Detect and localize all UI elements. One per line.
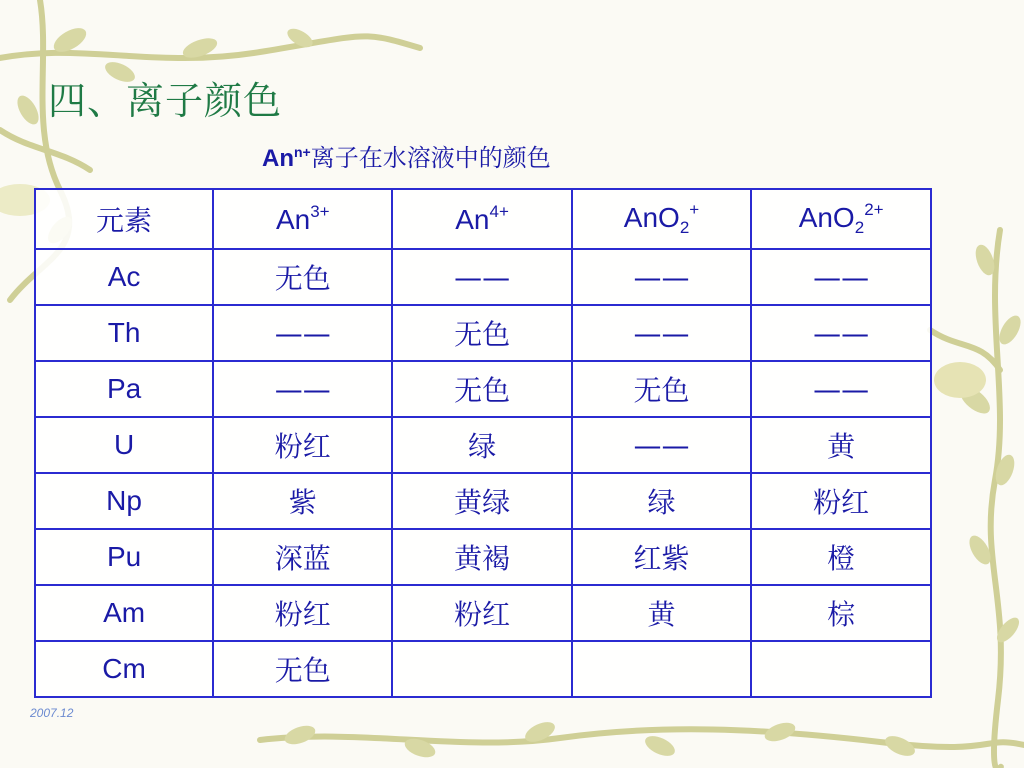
cell-ano2-2 xyxy=(751,641,931,697)
row-element: Am xyxy=(35,585,213,641)
cell-ano2-2: 棕 xyxy=(751,585,931,641)
cell-ano2-2: —— xyxy=(751,249,931,305)
cell-ano2 xyxy=(572,641,752,697)
slide-title: 四、离子颜色 xyxy=(48,79,283,123)
cell-an4: 绿 xyxy=(392,417,571,473)
cell-an4: 黄绿 xyxy=(392,473,571,529)
table-row xyxy=(35,361,931,417)
cell-an4: 无色 xyxy=(392,305,571,361)
table-row xyxy=(35,585,931,641)
cell-ano2: —— xyxy=(572,417,752,473)
header-ano2 xyxy=(572,189,752,249)
cell-an3: 深蓝 xyxy=(213,529,392,585)
cell-an3: —— xyxy=(213,361,392,417)
header-element: 元素 xyxy=(35,189,213,249)
cell-an3: —— xyxy=(213,305,392,361)
header-an3 xyxy=(213,189,392,249)
cell-an4: 粉红 xyxy=(392,585,571,641)
header-an3-base: An xyxy=(275,204,311,235)
row-element: Th xyxy=(35,305,213,361)
cell-ano2: 红紫 xyxy=(572,529,752,585)
header-an4-sup: 4+ xyxy=(489,202,509,221)
header-an4-base: An xyxy=(455,204,490,235)
row-element: Np xyxy=(35,473,213,529)
header-ano2-2 xyxy=(751,189,931,249)
header-ano2-sub: 2 xyxy=(679,218,690,237)
header-ano2-base: AnO xyxy=(623,202,680,233)
cell-ano2: 无色 xyxy=(572,361,752,417)
row-element: U xyxy=(35,417,213,473)
cell-ano2: 绿 xyxy=(572,473,752,529)
row-element: Cm xyxy=(35,641,213,697)
cell-ano2: —— xyxy=(572,249,752,305)
header-an3-sup: 3+ xyxy=(310,202,330,221)
caption-superscript: n+ xyxy=(294,144,311,160)
row-element: Pa xyxy=(35,361,213,417)
cell-ano2: 黄 xyxy=(572,585,752,641)
caption-prefix: An xyxy=(262,145,294,172)
table-row xyxy=(35,529,931,585)
cell-ano2-2: 粉红 xyxy=(751,473,931,529)
cell-an3: 无色 xyxy=(213,641,392,697)
header-ano2-2-base: AnO xyxy=(798,202,855,233)
row-element: Ac xyxy=(35,249,213,305)
cell-ano2-2: —— xyxy=(751,305,931,361)
cell-an3: 紫 xyxy=(213,473,392,529)
table-row xyxy=(35,249,931,305)
ion-color-table xyxy=(34,188,932,698)
slide-date: 2007.12 xyxy=(30,706,74,720)
cell-an3: 粉红 xyxy=(213,417,392,473)
cell-ano2-2: —— xyxy=(751,361,931,417)
cell-an4: —— xyxy=(392,249,571,305)
table-caption xyxy=(262,138,551,173)
cell-ano2-2: 黄 xyxy=(751,417,931,473)
table-row xyxy=(35,473,931,529)
header-ano2-sup: + xyxy=(689,200,700,219)
row-element: Pu xyxy=(35,529,213,585)
header-ano2-2-sub: 2 xyxy=(854,218,865,237)
cell-an3: 粉红 xyxy=(213,585,392,641)
cell-an3: 无色 xyxy=(213,249,392,305)
table-row xyxy=(35,641,931,697)
table-row xyxy=(35,417,931,473)
cell-an4 xyxy=(392,641,571,697)
header-ano2-2-sup: 2+ xyxy=(864,200,884,219)
table-row xyxy=(35,305,931,361)
cell-an4: 黄褐 xyxy=(392,529,571,585)
cell-an4: 无色 xyxy=(392,361,571,417)
caption-text: 离子在水溶液中的颜色 xyxy=(310,144,551,172)
cell-ano2: —— xyxy=(572,305,752,361)
table-header-row xyxy=(35,189,931,249)
cell-ano2-2: 橙 xyxy=(751,529,931,585)
header-an4 xyxy=(392,189,571,249)
